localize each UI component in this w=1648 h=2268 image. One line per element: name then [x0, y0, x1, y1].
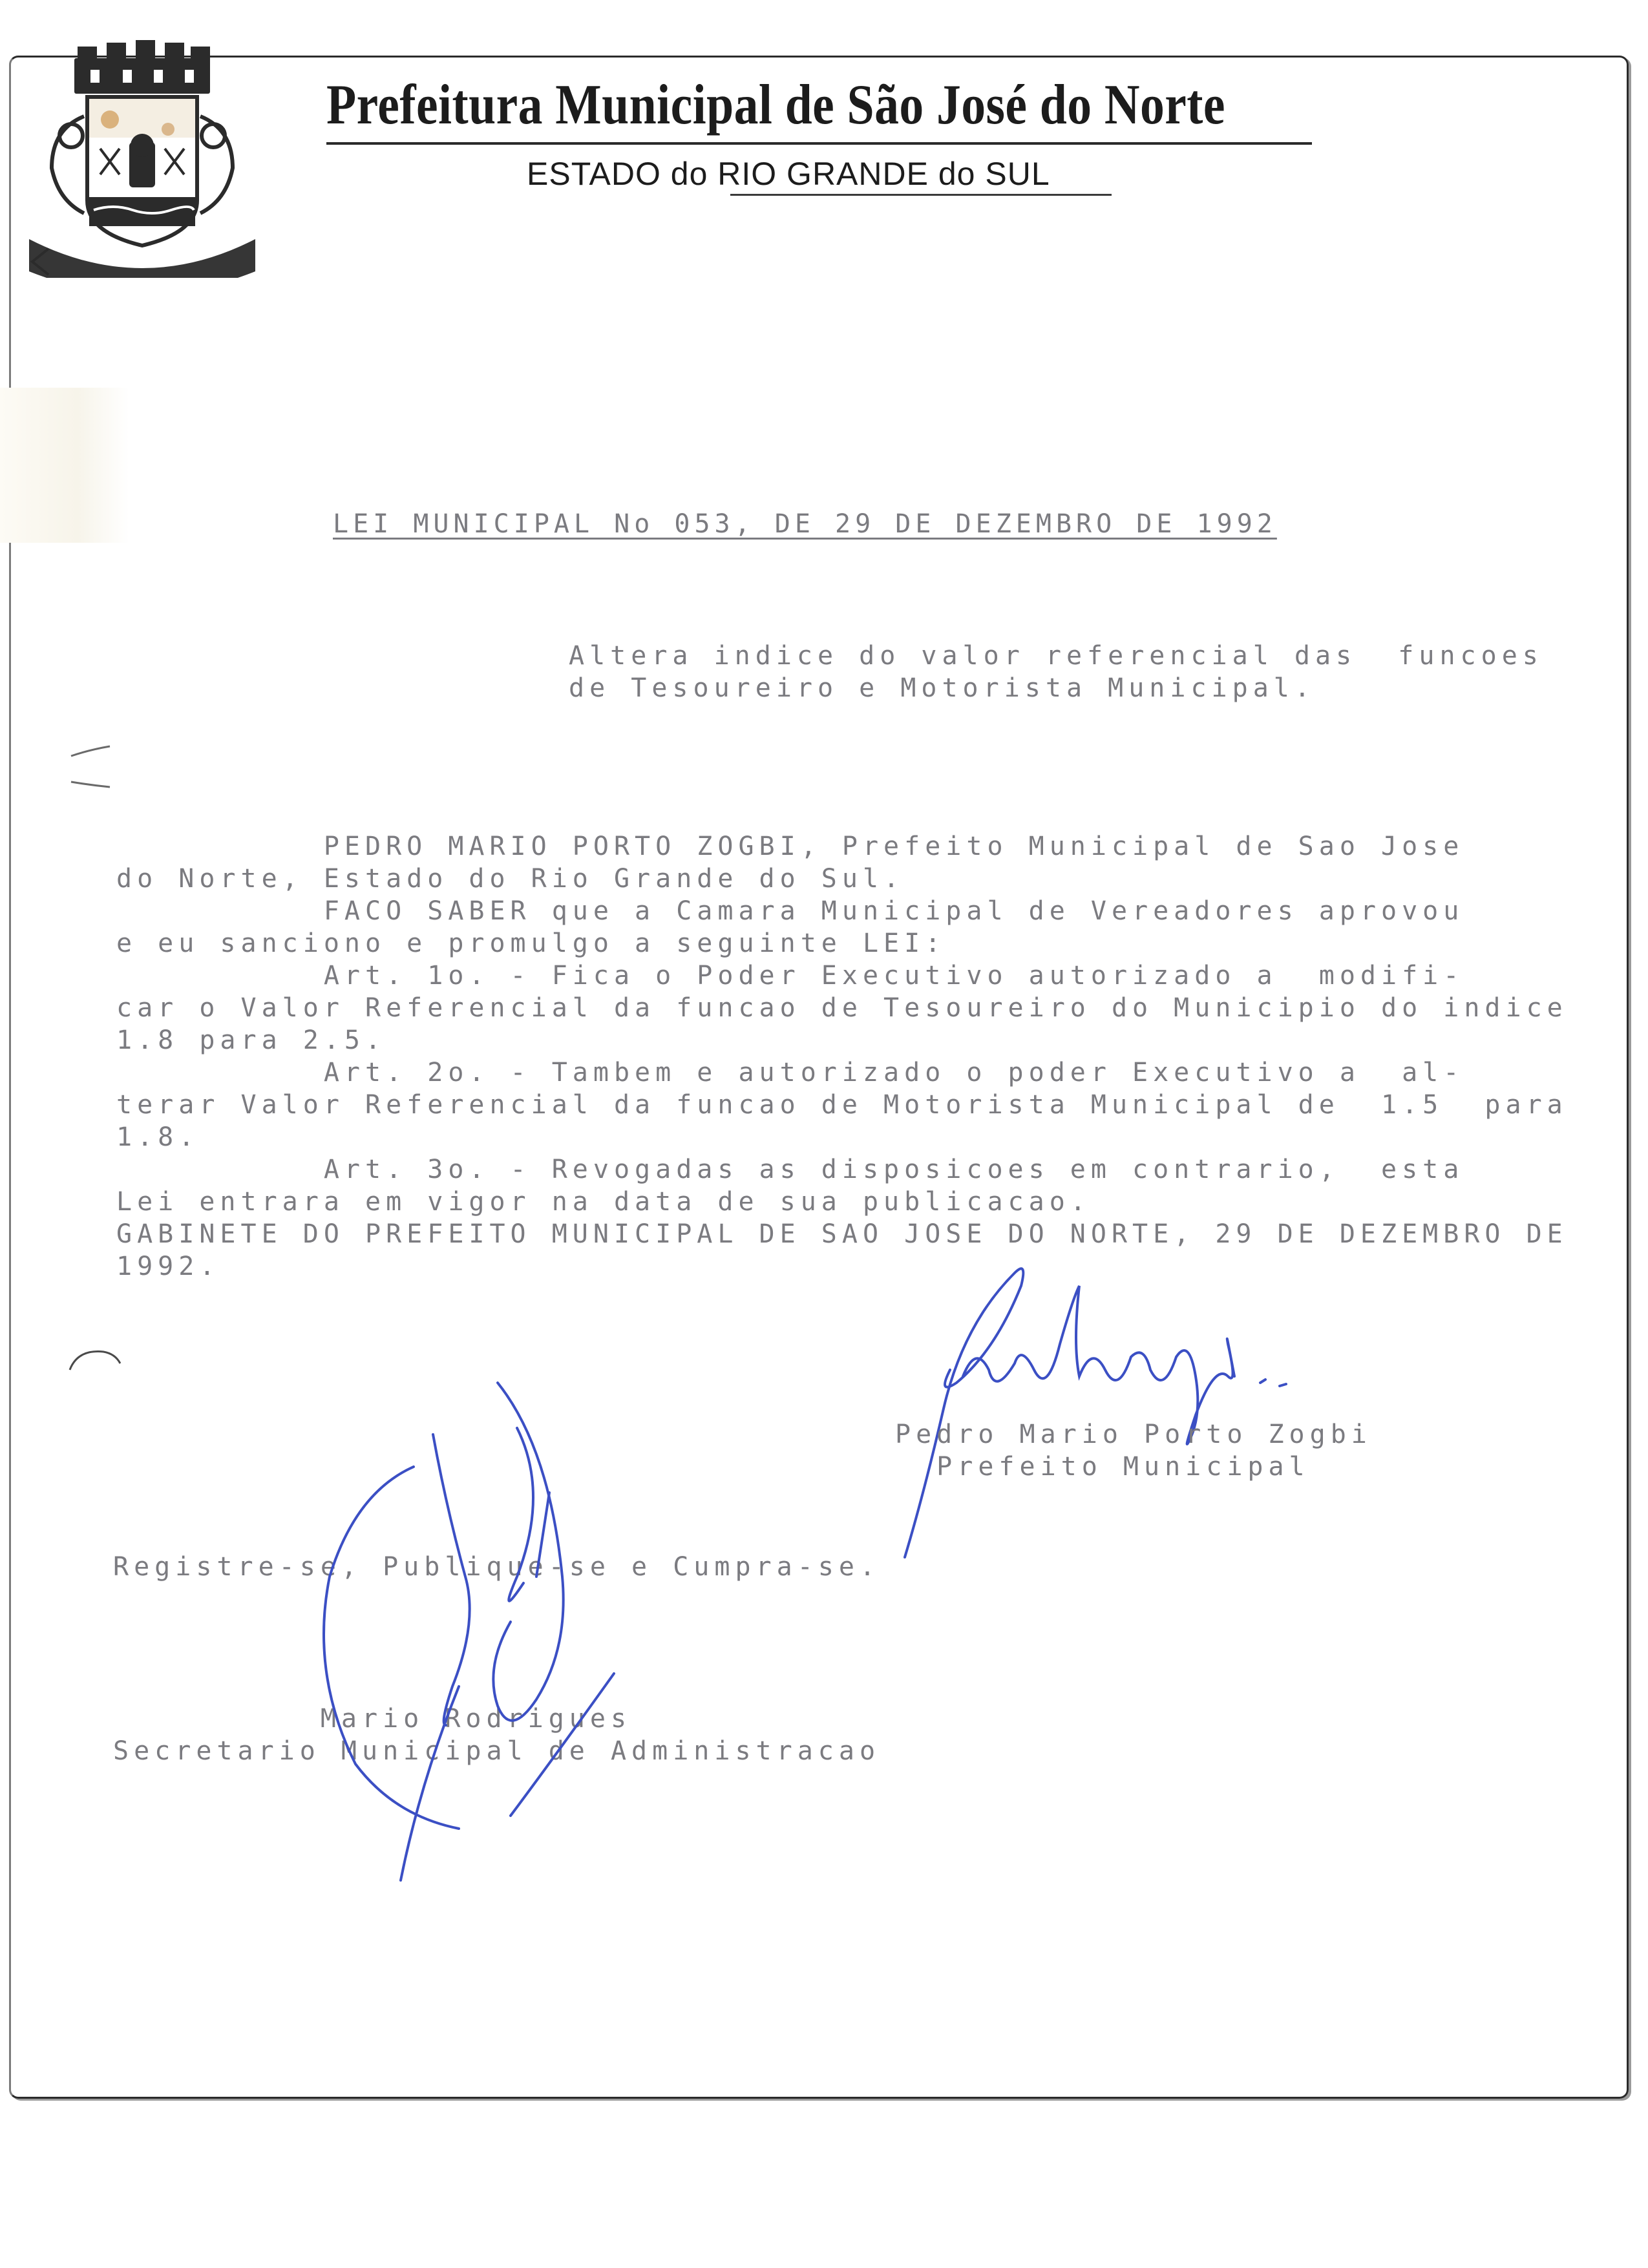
- body-line: 1992.: [116, 1252, 220, 1281]
- mayor-signature-block: [895, 1418, 1372, 1483]
- law-body: [116, 830, 1568, 1283]
- body-line: FACO SABER que a Camara Municipal de Vereadores aprovou: [116, 896, 1464, 926]
- mayor-title: Prefeito Municipal: [895, 1452, 1310, 1482]
- body-line: 1.8.: [116, 1122, 200, 1152]
- torn-edge: [0, 388, 129, 543]
- body-line: terar Valor Referencial da funcao de Motorista Municipal de 1.5 para: [116, 1090, 1568, 1120]
- header-subtitle: ESTADO do RIO GRANDE do SUL: [527, 156, 1050, 192]
- body-line: car o Valor Referencial da funcao de Tesoureiro do Municipio do indice: [116, 993, 1568, 1023]
- header-title: Prefeitura Municipal de São José do Norte: [326, 74, 1225, 136]
- secretary-title: Secretario Municipal de Administracao: [113, 1736, 881, 1766]
- mayor-signature: [866, 1247, 1383, 1570]
- body-line: 1.8 para 2.5.: [116, 1025, 386, 1055]
- body-line: Lei entrara em vigor na data de sua publicacao.: [116, 1187, 1091, 1217]
- mayor-name: Pedro Mario Porto Zogbi: [895, 1420, 1372, 1449]
- registration-line: Registre-se, Publique-se e Cumpra-se.: [113, 1552, 881, 1582]
- header-rule: [326, 142, 1312, 145]
- secretary-signature: [304, 1363, 704, 1913]
- municipal-crest: [26, 39, 259, 278]
- body-line: Art. 1o. - Fica o Poder Executivo autorizado a modifi-: [116, 961, 1464, 991]
- left-supporter-icon: [52, 116, 84, 213]
- ementa-line: de Tesoureiro e Motorista Municipal.: [569, 673, 1315, 703]
- header-subrule: [730, 194, 1112, 196]
- law-heading: LEI MUNICIPAL No 053, DE 29 DE DEZEMBRO DE 1992: [333, 509, 1277, 539]
- punch-mark: [65, 1344, 123, 1383]
- ementa: [569, 640, 1543, 704]
- body-line: e eu sanciono e promulgo a seguinte LEI:: [116, 929, 946, 958]
- ementa-line: Altera indice do valor referencial das funcoes: [569, 641, 1543, 671]
- body-line: Art. 2o. - Tambem e autorizado o poder Executivo a al-: [116, 1058, 1464, 1087]
- secretary-name: Mario Rodrigues: [113, 1704, 632, 1734]
- punch-mark: [65, 737, 116, 795]
- body-line: PEDRO MARIO PORTO ZOGBI, Prefeito Municipal de Sao Jose: [116, 832, 1464, 861]
- body-line: GABINETE DO PREFEITO MUNICIPAL DE SAO JOSE DO NORTE, 29 DE DEZEMBRO DE: [116, 1219, 1568, 1249]
- body-line: do Norte, Estado do Rio Grande do Sul.: [116, 864, 905, 894]
- crown-icon: [74, 40, 210, 94]
- right-supporter-icon: [200, 116, 233, 213]
- shield-center-icon: [129, 134, 155, 187]
- body-line: Art. 3o. - Revogadas as disposicoes em contrario, esta: [116, 1155, 1464, 1184]
